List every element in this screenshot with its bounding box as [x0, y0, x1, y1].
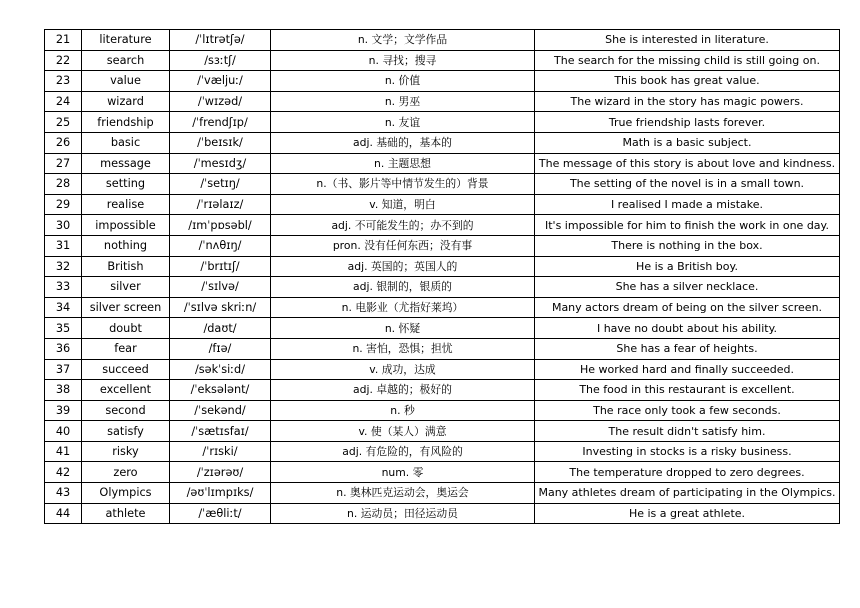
vocabulary-table-body [45, 30, 840, 524]
phonetic-cell: /ˈlɪtrətʃə/ [170, 30, 271, 51]
row-number-cell: 34 [45, 297, 82, 318]
table-row [45, 277, 840, 298]
example-sentence-cell: Investing in stocks is a risky business. [535, 441, 840, 462]
example-sentence-cell: He is a British boy. [535, 256, 840, 277]
meaning-cell: adj. 不可能发生的；办不到的 [271, 215, 535, 236]
row-number-cell: 44 [45, 503, 82, 524]
meaning-cell: num. 零 [271, 462, 535, 483]
vocabulary-table [44, 29, 840, 524]
phonetic-cell: /ˈeksələnt/ [170, 380, 271, 401]
example-sentence-cell: She has a silver necklace. [535, 277, 840, 298]
meaning-cell: n. 价值 [271, 71, 535, 92]
example-sentence-cell: The search for the missing child is still going on. [535, 50, 840, 71]
table-row [45, 112, 840, 133]
row-number-cell: 21 [45, 30, 82, 51]
word-cell: satisfy [82, 421, 170, 442]
phonetic-cell: /sɜːtʃ/ [170, 50, 271, 71]
word-cell: excellent [82, 380, 170, 401]
example-sentence-cell: True friendship lasts forever. [535, 112, 840, 133]
word-cell: silver [82, 277, 170, 298]
meaning-cell: adj. 有危险的，有风险的 [271, 441, 535, 462]
table-row [45, 50, 840, 71]
table-row [45, 462, 840, 483]
meaning-cell: n. 主题思想 [271, 153, 535, 174]
word-cell: Olympics [82, 483, 170, 504]
phonetic-cell: /ˈæθliːt/ [170, 503, 271, 524]
example-sentence-cell: Many actors dream of being on the silver screen. [535, 297, 840, 318]
phonetic-cell: /ˈrɪəlaɪz/ [170, 194, 271, 215]
table-row [45, 256, 840, 277]
word-cell: literature [82, 30, 170, 51]
phonetic-cell: /ˈzɪərəʊ/ [170, 462, 271, 483]
table-row [45, 421, 840, 442]
example-sentence-cell: The food in this restaurant is excellent. [535, 380, 840, 401]
table-row [45, 441, 840, 462]
word-cell: search [82, 50, 170, 71]
example-sentence-cell: The setting of the novel is in a small town. [535, 174, 840, 195]
example-sentence-cell: I have no doubt about his ability. [535, 318, 840, 339]
phonetic-cell: /ˈsɪlvə/ [170, 277, 271, 298]
phonetic-cell: /əʊˈlɪmpɪks/ [170, 483, 271, 504]
table-row [45, 297, 840, 318]
row-number-cell: 29 [45, 194, 82, 215]
example-sentence-cell: He is a great athlete. [535, 503, 840, 524]
table-row [45, 153, 840, 174]
meaning-cell: n. 怀疑 [271, 318, 535, 339]
phonetic-cell: /ˈbeɪsɪk/ [170, 132, 271, 153]
table-row [45, 194, 840, 215]
table-row [45, 400, 840, 421]
table-row [45, 338, 840, 359]
meaning-cell: adj. 卓越的；极好的 [271, 380, 535, 401]
row-number-cell: 28 [45, 174, 82, 195]
word-cell: silver screen [82, 297, 170, 318]
table-row [45, 380, 840, 401]
word-cell: impossible [82, 215, 170, 236]
example-sentence-cell: I realised I made a mistake. [535, 194, 840, 215]
phonetic-cell: /ˈvæljuː/ [170, 71, 271, 92]
example-sentence-cell: He worked hard and finally succeeded. [535, 359, 840, 380]
phonetic-cell: /ˈsætɪsfaɪ/ [170, 421, 271, 442]
phonetic-cell: /ˈsekənd/ [170, 400, 271, 421]
row-number-cell: 31 [45, 235, 82, 256]
table-row [45, 359, 840, 380]
table-row [45, 30, 840, 51]
meaning-cell: n. 电影业（尤指好莱坞） [271, 297, 535, 318]
meaning-cell: n. 害怕，恐惧；担忧 [271, 338, 535, 359]
meaning-cell: v. 知道，明白 [271, 194, 535, 215]
phonetic-cell: /daʊt/ [170, 318, 271, 339]
meaning-cell: n.（书、影片等中情节发生的）背景 [271, 174, 535, 195]
example-sentence-cell: The wizard in the story has magic powers. [535, 91, 840, 112]
meaning-cell: n. 男巫 [271, 91, 535, 112]
word-cell: athlete [82, 503, 170, 524]
phonetic-cell: /ˈsetɪŋ/ [170, 174, 271, 195]
row-number-cell: 43 [45, 483, 82, 504]
row-number-cell: 27 [45, 153, 82, 174]
row-number-cell: 38 [45, 380, 82, 401]
example-sentence-cell: It's impossible for him to finish the work in one day. [535, 215, 840, 236]
word-cell: setting [82, 174, 170, 195]
row-number-cell: 42 [45, 462, 82, 483]
row-number-cell: 32 [45, 256, 82, 277]
meaning-cell: n. 文学；文学作品 [271, 30, 535, 51]
example-sentence-cell: She has a fear of heights. [535, 338, 840, 359]
row-number-cell: 40 [45, 421, 82, 442]
row-number-cell: 41 [45, 441, 82, 462]
row-number-cell: 37 [45, 359, 82, 380]
row-number-cell: 23 [45, 71, 82, 92]
word-cell: doubt [82, 318, 170, 339]
meaning-cell: n. 友谊 [271, 112, 535, 133]
example-sentence-cell: The temperature dropped to zero degrees. [535, 462, 840, 483]
table-row [45, 132, 840, 153]
row-number-cell: 30 [45, 215, 82, 236]
example-sentence-cell: The result didn't satisfy him. [535, 421, 840, 442]
example-sentence-cell: The message of this story is about love and kindness. [535, 153, 840, 174]
phonetic-cell: /ˈrɪski/ [170, 441, 271, 462]
example-sentence-cell: This book has great value. [535, 71, 840, 92]
row-number-cell: 26 [45, 132, 82, 153]
row-number-cell: 36 [45, 338, 82, 359]
phonetic-cell: /ˈmesɪdʒ/ [170, 153, 271, 174]
meaning-cell: v. 使（某人）满意 [271, 421, 535, 442]
word-cell: nothing [82, 235, 170, 256]
meaning-cell: adj. 基础的，基本的 [271, 132, 535, 153]
word-cell: message [82, 153, 170, 174]
example-sentence-cell: There is nothing in the box. [535, 235, 840, 256]
meaning-cell: n. 秒 [271, 400, 535, 421]
row-number-cell: 22 [45, 50, 82, 71]
word-cell: fear [82, 338, 170, 359]
meaning-cell: n. 奥林匹克运动会，奥运会 [271, 483, 535, 504]
row-number-cell: 33 [45, 277, 82, 298]
word-cell: second [82, 400, 170, 421]
phonetic-cell: /ˈwɪzəd/ [170, 91, 271, 112]
word-cell: risky [82, 441, 170, 462]
table-row [45, 483, 840, 504]
meaning-cell: n. 寻找；搜寻 [271, 50, 535, 71]
word-cell: basic [82, 132, 170, 153]
example-sentence-cell: The race only took a few seconds. [535, 400, 840, 421]
row-number-cell: 24 [45, 91, 82, 112]
row-number-cell: 39 [45, 400, 82, 421]
word-cell: realise [82, 194, 170, 215]
table-row [45, 235, 840, 256]
example-sentence-cell: Many athletes dream of participating in the Olympics. [535, 483, 840, 504]
word-cell: zero [82, 462, 170, 483]
example-sentence-cell: Math is a basic subject. [535, 132, 840, 153]
row-number-cell: 25 [45, 112, 82, 133]
meaning-cell: n. 运动员；田径运动员 [271, 503, 535, 524]
meaning-cell: adj. 银制的，银质的 [271, 277, 535, 298]
meaning-cell: v. 成功，达成 [271, 359, 535, 380]
phonetic-cell: /ˈnʌθɪŋ/ [170, 235, 271, 256]
word-cell: value [82, 71, 170, 92]
word-cell: British [82, 256, 170, 277]
phonetic-cell: /ˈbrɪtɪʃ/ [170, 256, 271, 277]
example-sentence-cell: She is interested in literature. [535, 30, 840, 51]
table-row [45, 174, 840, 195]
table-row [45, 91, 840, 112]
table-row [45, 503, 840, 524]
phonetic-cell: /səkˈsiːd/ [170, 359, 271, 380]
phonetic-cell: /ˈsɪlvə skriːn/ [170, 297, 271, 318]
phonetic-cell: /ɪmˈpɒsəbl/ [170, 215, 271, 236]
table-row [45, 215, 840, 236]
word-cell: wizard [82, 91, 170, 112]
phonetic-cell: /ˈfrendʃɪp/ [170, 112, 271, 133]
word-cell: succeed [82, 359, 170, 380]
row-number-cell: 35 [45, 318, 82, 339]
meaning-cell: pron. 没有任何东西；没有事 [271, 235, 535, 256]
word-cell: friendship [82, 112, 170, 133]
table-row [45, 318, 840, 339]
phonetic-cell: /fɪə/ [170, 338, 271, 359]
meaning-cell: adj. 英国的；英国人的 [271, 256, 535, 277]
table-row [45, 71, 840, 92]
